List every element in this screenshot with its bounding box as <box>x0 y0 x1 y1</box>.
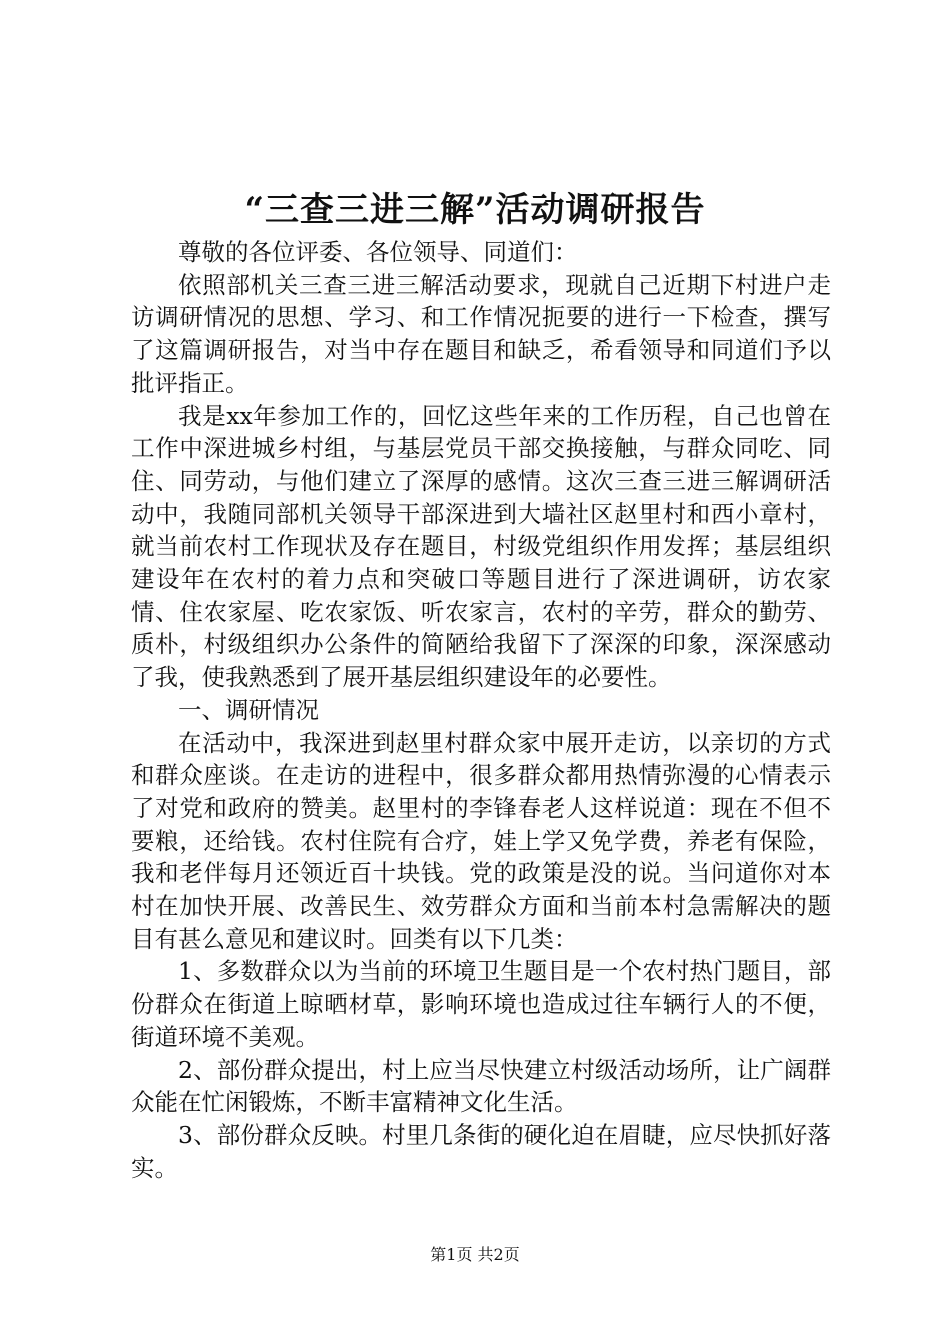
background-paragraph: 我是xx年参加工作的，回忆这些年来的工作历程，自己也曾在工作中深进城乡村组，与基层党员干部交换接触，与群众同吃、同住、同劳动，与他们建立了深厚的感情。这次三查三进三解调研活动中，我随同部机关领导干部深进到大墙社区赵里村和西小章村，就当前农村工作现状及存在题目，村级党组织作用发挥；基层组织建设年在农村的着力点和突破口等题目进行了深进调研，访农家情、住农家屋、吃农家饭、听农家言，农村的辛劳，群众的勤劳、质朴，村级组织办公条件的简陋给我留下了深深的印象，深深感动了我，使我熟悉到了展开基层组织建设年的必要性。 <box>131 401 831 692</box>
survey-paragraph: 在活动中，我深进到赵里村群众家中展开走访，以亲切的方式和群众座谈。在走访的进程中，很多群众都用热情弥漫的心情表示了对党和政府的赞美。赵里村的李锋春老人这样说道：现在不但不要粮，还给钱。农村住院有合疗，娃上学又免学费，养老有保险，我和老伴每月还领近百十块钱。党的政策是没的说。当问道你对本村在加快开展、改善民生、效劳群众方面和当前本村急需解决的题目有甚么意见和建议时。回类有以下几类： <box>131 728 831 953</box>
section-heading: 一、调研情况 <box>178 695 319 724</box>
list-item-1: 1、多数群众以为当前的环境卫生题目是一个农村热门题目，部份群众在街道上晾晒材草，影响环境也造成过往车辆行人的不便，街道环境不美观。 <box>131 957 831 1051</box>
intro-paragraph: 依照部机关三查三进三解活动要求，现就自己近期下村进户走访调研情况的思想、学习、和工作情况扼要的进行一下检查，撰写了这篇调研报告，对当中存在题目和缺乏，希看领导和同道们予以批评指正。 <box>131 270 831 397</box>
document-body <box>131 236 831 1184</box>
list-item-3: 3、部份群众反映。村里几条街的硬化迫在眉睫，应尽快抓好落实。 <box>131 1120 831 1182</box>
document-title: “三查三进三解”活动调研报告 <box>244 190 706 230</box>
page-footer: 第1页 共2页 <box>430 1245 520 1264</box>
salutation-paragraph: 尊敬的各位评委、各位领导、同道们： <box>178 238 578 266</box>
list-item-2: 2、部份群众提出，村上应当尽快建立村级活动场所，让广阔群众能在忙闲锻炼，不断丰富精神文化生活。 <box>131 1055 831 1117</box>
